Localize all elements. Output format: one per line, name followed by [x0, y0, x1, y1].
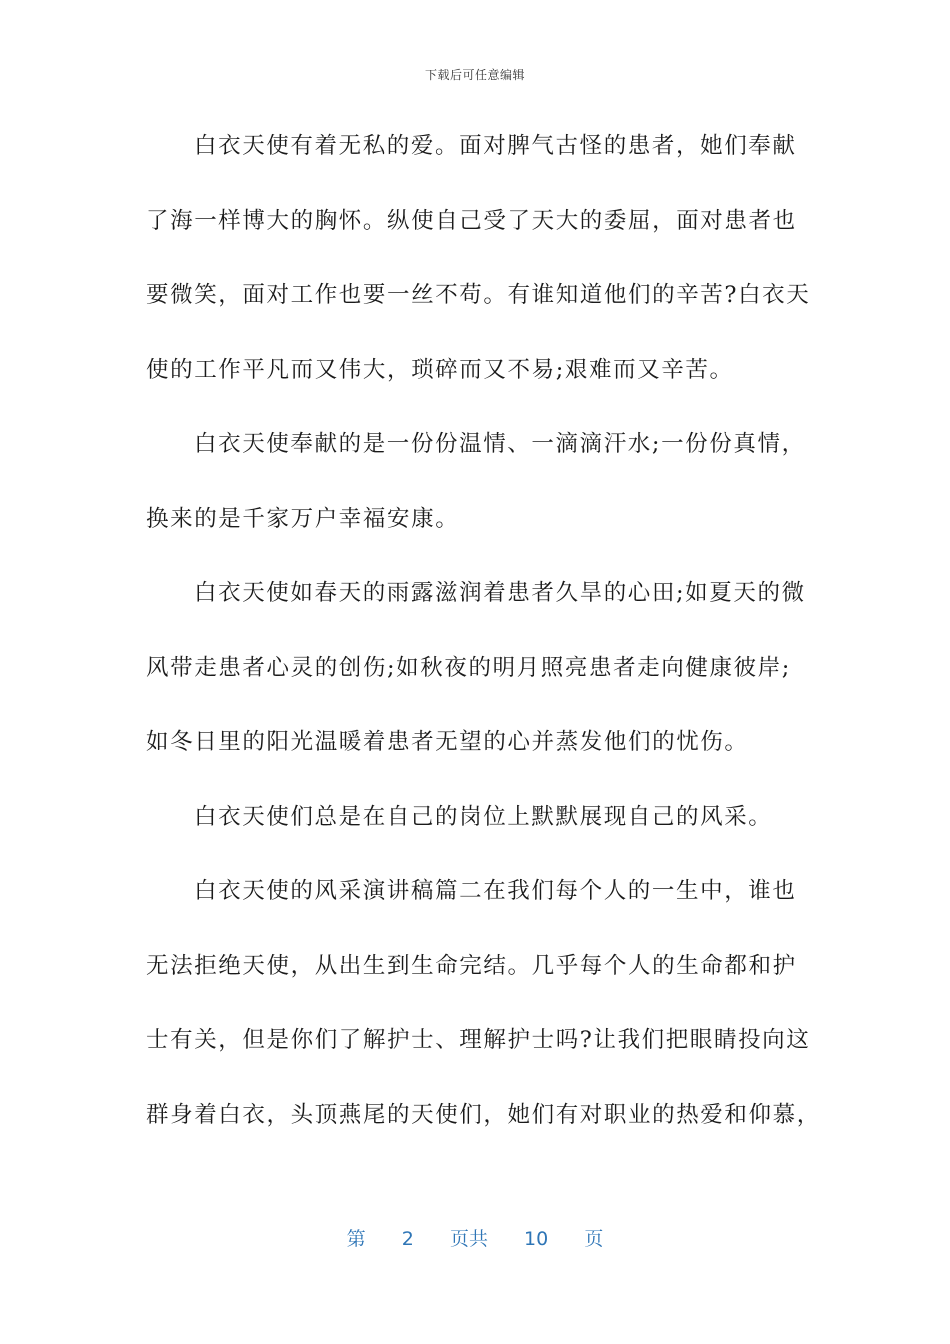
current-page-number: 2	[401, 1228, 414, 1250]
footer-prefix: 第	[346, 1228, 366, 1250]
footer-middle: 页共	[449, 1228, 488, 1250]
document-body	[146, 123, 821, 1166]
header-note: 下载后可任意编辑	[424, 68, 525, 82]
paragraph-line: 使的工作平凡而又伟大，琐碎而又不易;艰难而又辛苦。	[146, 356, 734, 383]
paragraph-line: 要微笑，面对工作也要一丝不苟。有谁知道他们的辛苦?白衣天	[146, 282, 811, 308]
total-pages-number: 10	[524, 1228, 549, 1250]
paragraph-line: 白衣天使如春天的雨露滋润着患者久旱的心田;如夏天的微	[194, 580, 806, 606]
paragraph-line: 了海一样博大的胸怀。纵使自己受了天大的委屈，面对患者也	[146, 207, 797, 234]
paragraph-line: 白衣天使奉献的是一份份温情、一滴滴汗水;一份份真情，	[194, 431, 806, 457]
page-footer	[0, 1224, 950, 1251]
paragraph-line: 白衣天使的风采演讲稿篇二在我们每个人的一生中，谁也	[194, 878, 797, 904]
footer-suffix: 页	[584, 1228, 604, 1250]
paragraph-line: 士有关，但是你们了解护士、理解护士吗?让我们把眼睛投向这	[146, 1027, 811, 1053]
paragraph-line: 群身着白衣，头顶燕尾的天使们，她们有对职业的热爱和仰慕，	[146, 1101, 821, 1128]
paragraph-line: 白衣天使有着无私的爱。面对脾气古怪的患者，她们奉献	[194, 133, 797, 159]
paragraph-line: 无法拒绝天使，从出生到生命完结。几乎每个人的生命都和护	[146, 952, 797, 979]
paragraph-line: 如冬日里的阳光温暖着患者无望的心并蒸发他们的忧伤。	[146, 729, 749, 755]
paragraph-line: 换来的是千家万户幸福安康。	[146, 505, 460, 532]
paragraph-line: 风带走患者心灵的创伤;如秋夜的明月照亮患者走向健康彼岸;	[146, 654, 791, 681]
paragraph-line: 白衣天使们总是在自己的岗位上默默展现自己的风采。	[194, 803, 773, 830]
